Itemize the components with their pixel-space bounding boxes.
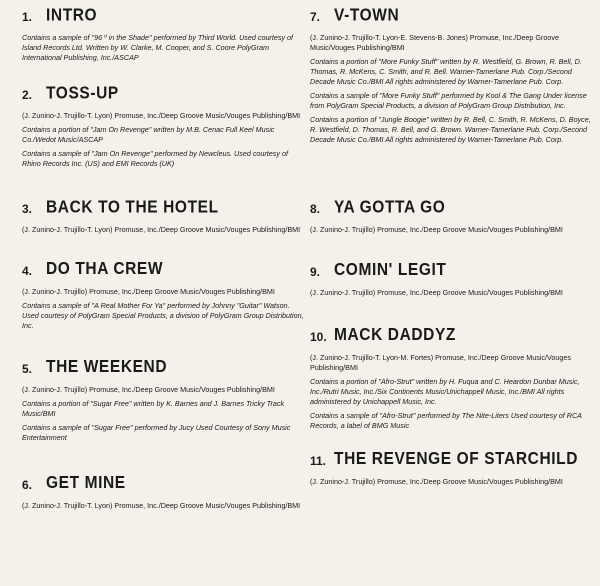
track-6 (22, 473, 307, 515)
track-title: THE REVENGE OF STARCHILD (334, 449, 579, 469)
track-heading (22, 83, 307, 108)
track-7 (310, 5, 592, 149)
track-number: 7. (310, 10, 321, 24)
track-title: YA GOTTA GO (334, 197, 446, 217)
track-number: 3. (22, 202, 33, 216)
track-title: THE WEEKEND (46, 357, 168, 377)
track-heading (22, 5, 307, 30)
credit-line: Contains a sample of "More Funky Stuff" performed by Kool & The Gang Under license from PolyGram Special Products, a division of PolyGram Group Distribution, Inc. (310, 91, 587, 110)
credit-line: Contains a sample of "A Real Mother For Ya" performed by Johnny "Guitar" Watson. Used courtesy of PolyGram Special Products, a division of PolyGram Group Distribution, Inc. (22, 301, 304, 330)
credit-line: (J. Zunino-J. Trujillo-T. Lyon-E. Stevens-B. Jones) Promuse, Inc./Deep Groove Music/Vouges Publishing/BMI (310, 33, 559, 52)
track-credits (310, 477, 592, 487)
track-title: COMIN' LEGIT (334, 260, 447, 280)
credit-line: (J. Zunino-J. Trujillo) Promuse, Inc./Deep Groove Music/Vouges Publishing/BMI (310, 477, 563, 486)
credit-line: (J. Zunino-J. Trujillo) Promuse, Inc./Deep Groove Music/Vouges Publishing/BMI (310, 288, 563, 297)
credit-line: (J. Zunino-J. Trujillo) Promuse, Inc./Deep Groove Music/Vouges Publishing/BMI (22, 385, 275, 394)
track-credits (310, 225, 592, 235)
credit-line: (J. Zunino-J. Trujillo) Promuse, Inc./Deep Groove Music/Vouges Publishing/BMI (22, 287, 275, 296)
track-title: MACK DADDYZ (334, 325, 456, 345)
track-heading (22, 357, 307, 382)
track-1 (22, 5, 307, 67)
track-credits (310, 288, 592, 298)
track-number: 4. (22, 264, 33, 278)
track-credits (310, 33, 592, 145)
track-number: 9. (310, 265, 321, 279)
track-title: TOSS-UP (46, 83, 119, 103)
track-3 (22, 197, 307, 239)
track-heading (310, 449, 592, 474)
track-number: 10. (310, 330, 327, 344)
track-number: 5. (22, 362, 33, 376)
track-number: 2. (22, 88, 33, 102)
credit-line: (J. Zunino-J. Trujillo-T. Lyon) Promuse, Inc./Deep Groove Music/Vouges Publishing/BMI (22, 501, 301, 510)
track-heading (310, 325, 592, 350)
track-2 (22, 83, 307, 173)
track-number: 1. (22, 10, 33, 24)
credit-line: Contains a portion of "More Funky Stuff" written by R. Westfield, G. Brown, R. Bell, D. Thomas, R. McKens, C. Smith, and R. Bell. Warner-Tamerlane Pub. Corp./Second Decade Music Co./BMI All rights administered by Warner-Tamerlane Pub. Corp. (310, 57, 582, 86)
credit-line: (J. Zunino-J. Trujillo) Promuse, Inc./Deep Groove Music/Vouges Publishing/BMI (310, 225, 563, 234)
credit-line: Contains a portion of "Jungle Boogie" written by R. Bell, C. Smith, R. McKens, D. Boyce, R. Westfield, D. Thomas, R. Bell, and G. Brown. Warner-Tamerlane Pub. Corp./Second Decade Music Co./BMI All rights administered by Warner-Tamerlane Pub. Corp. (310, 115, 591, 144)
track-8 (310, 197, 592, 239)
credit-line: Contains a portion of "Sugar Free" written by K. Barnes and J. Barnes Tricky Track Music/BMI (22, 399, 285, 418)
track-credits (22, 287, 307, 331)
track-heading (310, 5, 592, 30)
track-10 (310, 325, 592, 435)
credit-line: Contains a sample of "96 º in the Shade" performed by Third World. Used courtesy of Island Records Ltd. Written by W. Clarke, M. Cooper, and S. Coore PolyGram International Publishing, Inc./ASCAP (22, 33, 294, 62)
track-title: GET MINE (46, 473, 126, 493)
track-title: DO THA CREW (46, 259, 164, 279)
credit-line: Contains a portion of "Afro-Strut" written by H. Fuqua and C. Heardon Dunbar Music, Inc./Rutri Music, Inc./Six Continents Music/Unichappell Music, Inc./BMI All rights administered by Unichappell Music, Inc. (310, 377, 580, 406)
credit-line: Contains a portion of "Jam On Revenge" written by M.B. Cenac Full Keel Music Co./Wedot Music/ASCAP (22, 125, 275, 144)
track-credits (22, 111, 307, 169)
credit-line: Contains a sample of "Afro-Strut" performed by The Nite-Liters Used courtesy of RCA Records, a label of BMG Music (310, 411, 582, 430)
credit-line: Contains a sample of "Jam On Revenge" performed by Newcleus. Used courtesy of Rhino Records Inc. (US) and EMI Records (UK) (22, 149, 288, 168)
track-11 (310, 449, 592, 491)
track-title: INTRO (46, 5, 98, 25)
track-number: 11. (310, 454, 327, 468)
track-5 (22, 357, 307, 447)
track-title: BACK TO THE HOTEL (46, 197, 219, 217)
track-heading (22, 259, 307, 284)
track-credits (310, 353, 592, 431)
track-title: V-TOWN (334, 5, 400, 25)
credit-line: (J. Zunino-J. Trujillo-T. Lyon) Promuse, Inc./Deep Groove Music/Vouges Publishing/BMI (22, 111, 301, 120)
track-credits (22, 385, 307, 443)
track-9 (310, 260, 592, 302)
credit-line: (J. Zunino-J. Trujillo-T. Lyon-M. Fortes) Promuse, Inc./Deep Groove Music/Vouges Publishing/BMI (310, 353, 571, 372)
track-number: 8. (310, 202, 321, 216)
credit-line: (J. Zunino-J. Trujillo-T. Lyon) Promuse, Inc./Deep Groove Music/Vouges Publishing/BMI (22, 225, 301, 234)
track-heading (22, 197, 307, 222)
track-heading (22, 473, 307, 498)
track-number: 6. (22, 478, 33, 492)
track-heading (310, 260, 592, 285)
track-credits (22, 501, 307, 511)
track-credits (22, 225, 307, 235)
credit-line: Contains a sample of "Sugar Free" performed by Jucy Used Courtesy of Sony Music Entertainment (22, 423, 291, 442)
track-4 (22, 259, 307, 335)
track-credits (22, 33, 307, 63)
track-heading (310, 197, 592, 222)
